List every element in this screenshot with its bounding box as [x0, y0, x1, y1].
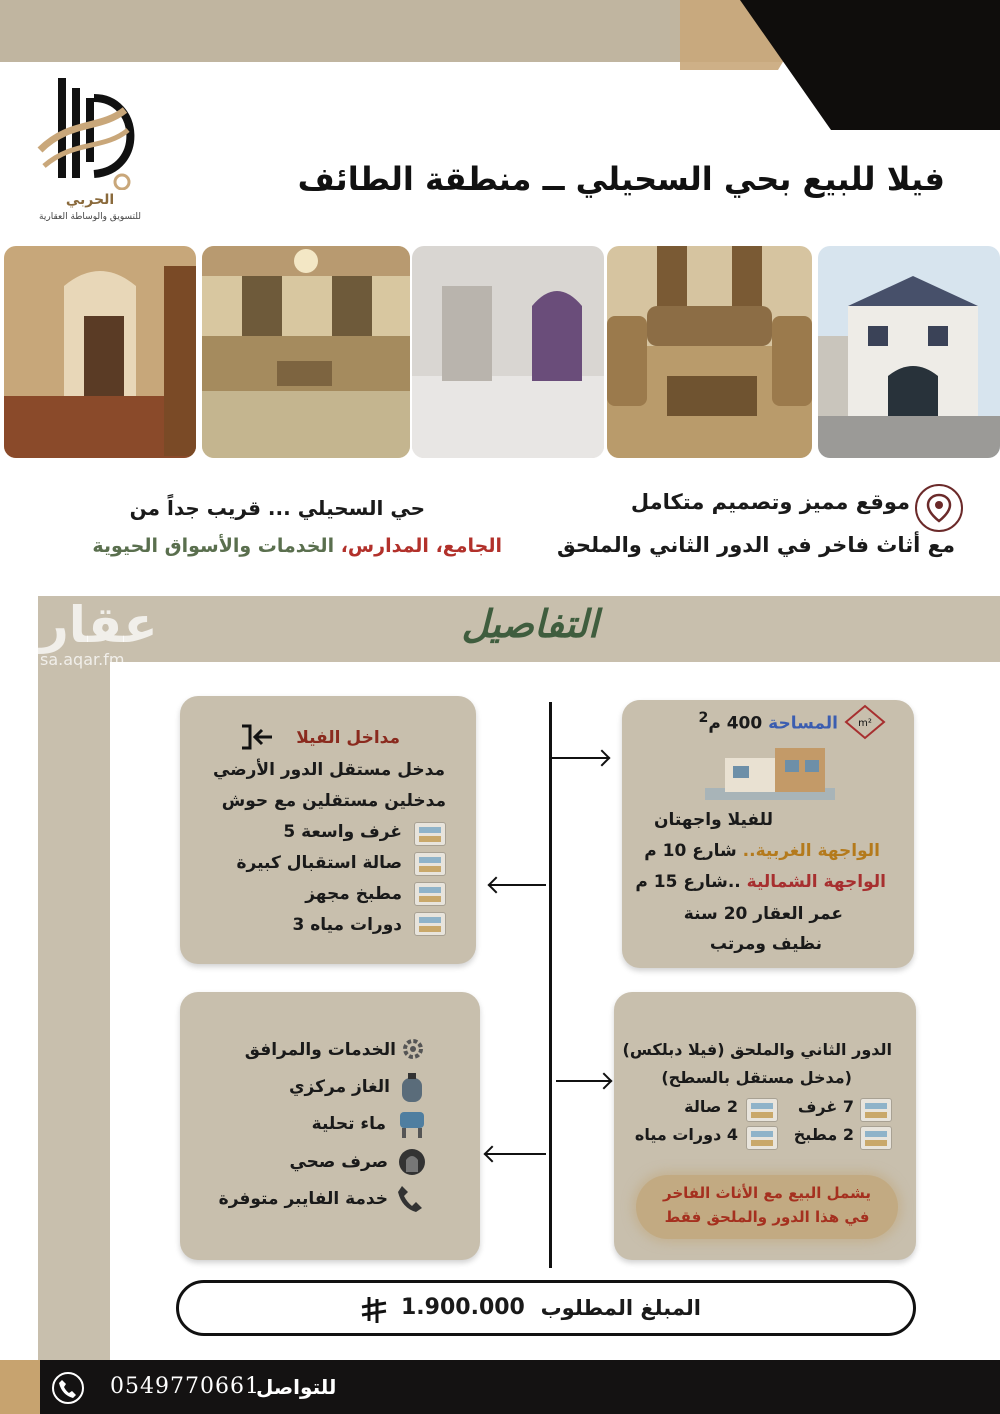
area-sup: 2: [698, 710, 709, 726]
entrance-item-3: غرف واسعة 5: [283, 822, 402, 842]
entrance-arrow-icon: [240, 724, 274, 750]
gas-tank-icon: [398, 1072, 426, 1104]
entrance-item-4: صالة استقبال كبيرة: [236, 853, 402, 873]
upper-kitchens-icon: [860, 1126, 892, 1150]
west-value: شارع 10 م: [644, 841, 743, 861]
nearby-green-text: الخدمات والأسواق الحيوية: [92, 535, 341, 557]
highlight-line-1: موقع مميز وتصميم متكامل: [630, 490, 910, 514]
water-tank-icon: [396, 1108, 428, 1140]
rooms-icon: [414, 822, 446, 846]
furniture-note: [636, 1175, 898, 1239]
watermark-url: sa.aqar.fm: [40, 650, 125, 669]
price-label: المبلغ المطلوب: [540, 1296, 701, 1320]
svg-text:m²: m²: [858, 718, 872, 729]
services-title: الخدمات والمرافق: [244, 1040, 396, 1060]
footer-gold-accent: [0, 1360, 40, 1414]
service-sewer: صرف صحي: [289, 1152, 388, 1172]
nearby-line-1: حي السحيلي ... قريب جداً من: [129, 496, 425, 520]
entrance-item-1: مدخل مستقل الدور الأرضي: [213, 760, 445, 780]
north-facade: [635, 872, 886, 892]
villa-icon: [705, 742, 835, 800]
brand-logo-mark: [30, 70, 150, 190]
brand-logo: [30, 70, 150, 230]
upper-rooms: 7 غرف: [797, 1097, 854, 1116]
highlight-line-2: مع أثاث فاخر في الدور الثاني والملحق: [557, 533, 955, 557]
photo-strip: [4, 246, 1000, 458]
upper-line-1: الدور الثاني والملحق (فيلا دبلكس): [622, 1040, 892, 1059]
watermark-logo: عقار: [40, 596, 158, 654]
kitchen-icon: [414, 882, 446, 906]
center-divider: [549, 702, 552, 1268]
contact-phone-number[interactable]: 0549770661: [110, 1374, 260, 1399]
service-fiber: خدمة الفايبر متوفرة: [218, 1189, 388, 1209]
property-condition: نظيف ومرتب: [709, 934, 822, 954]
hallway-photo: [4, 246, 196, 458]
empty-hall-photo: [412, 246, 604, 458]
area-line: [698, 710, 838, 734]
upper-baths: 4 دورات مياه: [634, 1125, 738, 1144]
exterior-photo: [818, 246, 1000, 458]
area-m2-icon: [842, 702, 888, 742]
entrance-item-2: مدخلين مستقلين مع حوش: [221, 791, 446, 811]
contact-label: للتواصل: [256, 1375, 337, 1399]
details-title: التفاصيل: [461, 602, 599, 646]
furniture-note-line-1: يشمل البيع مع الأثاث الفاخر: [662, 1184, 872, 1202]
phone-icon: [396, 1184, 424, 1214]
nearby-red-text: الجامع، المدارس،: [340, 535, 502, 557]
upper-rooms-icon: [860, 1098, 892, 1122]
north-label: الواجهة الشمالية: [746, 872, 886, 892]
brand-tagline: للتسويق والوساطة العقارية: [39, 212, 141, 222]
entrance-item-5: مطبخ مجهز: [305, 884, 402, 904]
arrow-to-upper-card: [556, 1080, 610, 1082]
upper-halls-icon: [746, 1098, 778, 1122]
furniture-note-line-2: في هذا الدور والملحق فقط: [664, 1208, 870, 1226]
sewer-icon: [396, 1146, 428, 1178]
service-gas: الغاز مركزي: [288, 1077, 390, 1097]
location-pin-icon: [915, 484, 963, 532]
service-water: ماء تحلية: [311, 1114, 386, 1134]
page-title: فيلا للبيع بحي السحيلي ــ منطقة الطائف: [297, 160, 945, 198]
price-box: [176, 1280, 916, 1336]
riyal-icon: [359, 1295, 389, 1325]
living-room-photo: [607, 246, 812, 458]
upper-halls: 2 صالة: [684, 1097, 738, 1116]
gear-icon: [400, 1036, 426, 1062]
entrance-item-6: دورات مياه 3: [292, 915, 402, 935]
property-age: عمر العقار 20 سنة: [683, 904, 843, 924]
arrow-to-entrances-card: [490, 884, 546, 886]
facades-title: للفيلا واجهتان: [653, 810, 773, 830]
arrow-to-services-card: [486, 1153, 546, 1155]
north-value: ..شارع 15 م: [635, 872, 747, 892]
watermark: [40, 596, 170, 680]
contact-phone-icon[interactable]: [52, 1372, 84, 1404]
nearby-line-2: [30, 535, 502, 557]
bathroom-icon: [414, 912, 446, 936]
arrow-to-area-card: [552, 757, 608, 759]
area-value: 400 م: [708, 713, 763, 734]
area-label: المساحة: [768, 713, 838, 734]
upper-line-2: (مدخل مستقل بالسطح): [661, 1068, 852, 1087]
west-label: الواجهة الغربية..: [742, 841, 880, 861]
west-facade: [644, 841, 880, 861]
brand-name: الحربي: [65, 192, 115, 208]
price-amount: 1.900.000: [401, 1295, 525, 1320]
reception-icon: [414, 852, 446, 876]
entrances-title: مداخل الفيلا: [296, 728, 400, 748]
upper-baths-icon: [746, 1126, 778, 1150]
upper-kitchens: 2 مطبخ: [793, 1125, 854, 1144]
majlis-photo: [202, 246, 410, 458]
